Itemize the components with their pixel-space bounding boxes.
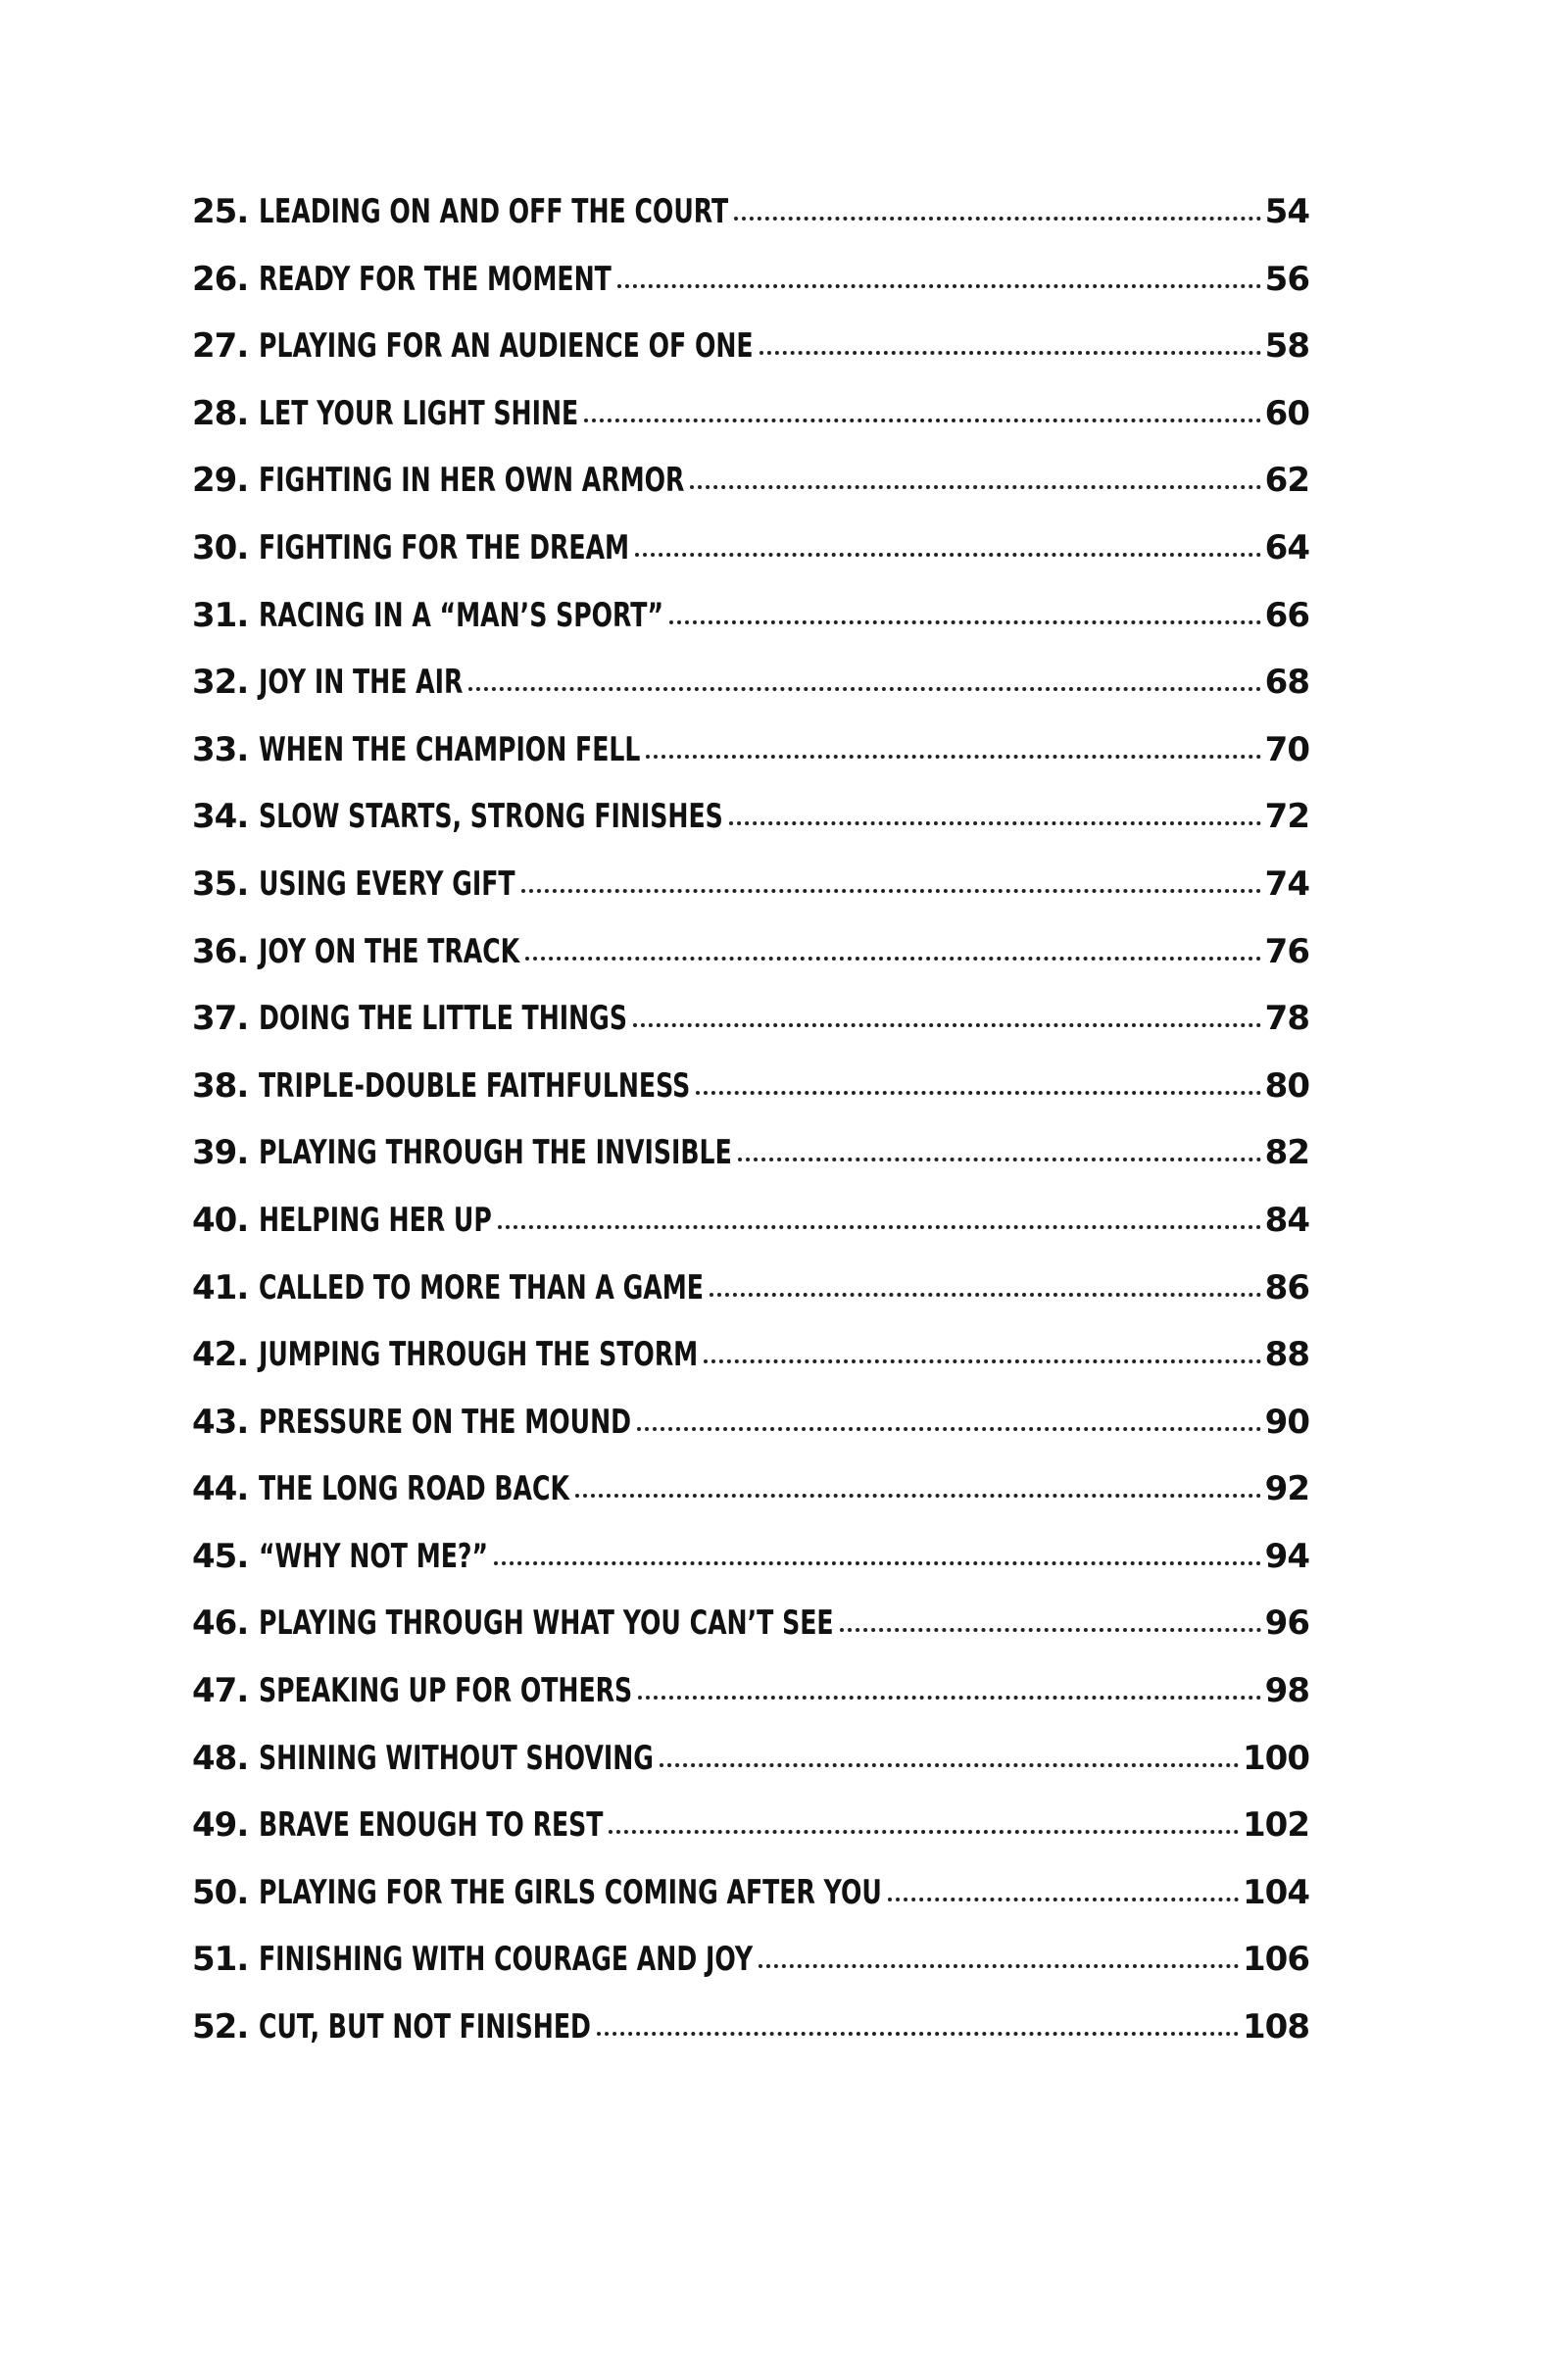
chapter-title: PLAYING FOR AN AUDIENCE OF ONE <box>259 326 754 367</box>
chapter-title: USING EVERY GIFT <box>259 863 515 904</box>
chapter-title-wrap <box>259 1873 882 1912</box>
chapter-title-wrap <box>259 730 640 769</box>
chapter-title: READY FOR THE MOMENT <box>259 259 612 299</box>
page-number: 64 <box>1264 527 1309 567</box>
page-number: 76 <box>1264 931 1309 971</box>
toc-entry[interactable] <box>192 596 1309 664</box>
chapter-title: LEADING ON AND OFF THE COURT <box>259 192 729 231</box>
chapter-title: PLAYING FOR THE GIRLS COMING AFTER YOU <box>259 1872 882 1912</box>
chapter-title: WHEN THE CHAMPION FELL <box>259 729 641 769</box>
page-number: 98 <box>1264 1671 1309 1711</box>
toc-entry[interactable] <box>192 394 1309 462</box>
chapter-title-wrap <box>259 2007 591 2047</box>
chapter-title: SLOW STARTS, STRONG FINISHES <box>259 797 723 837</box>
toc-entry[interactable] <box>192 1671 1309 1739</box>
dot-leader <box>738 1158 1261 1161</box>
chapter-title-wrap <box>259 394 578 433</box>
page-number: 88 <box>1264 1335 1309 1375</box>
toc-entry[interactable] <box>192 1805 1309 1873</box>
dot-leader <box>729 821 1261 825</box>
chapter-number: 35. <box>192 863 249 904</box>
dot-leader <box>660 1763 1239 1767</box>
chapter-title: SPEAKING UP FOR OTHERS <box>259 1671 633 1711</box>
dot-leader <box>494 1561 1261 1565</box>
page-number: 54 <box>1264 192 1309 231</box>
toc-entry[interactable] <box>192 1739 1309 1806</box>
chapter-number: 28. <box>192 393 249 433</box>
toc-entry[interactable] <box>192 2007 1309 2075</box>
toc-entry[interactable] <box>192 1268 1309 1336</box>
page-number: 94 <box>1264 1536 1309 1576</box>
chapter-title-wrap <box>259 1335 698 1374</box>
chapter-number: 50. <box>192 1872 249 1912</box>
chapter-title: CUT, BUT NOT FINISHED <box>259 2007 591 2047</box>
dot-leader <box>521 889 1261 893</box>
page-number: 78 <box>1264 999 1309 1039</box>
dot-leader <box>525 957 1261 961</box>
page-number: 56 <box>1264 259 1309 299</box>
toc-entry[interactable] <box>192 1201 1309 1268</box>
chapter-number: 26. <box>192 259 249 299</box>
page-number: 62 <box>1264 461 1309 501</box>
dot-leader <box>840 1628 1261 1632</box>
dot-leader <box>704 1359 1260 1363</box>
dot-leader <box>638 1696 1261 1700</box>
chapter-title-wrap <box>259 1133 732 1172</box>
dot-leader <box>633 1023 1261 1027</box>
chapter-number: 43. <box>192 1402 249 1442</box>
toc-entry[interactable] <box>192 932 1309 1000</box>
toc-entry[interactable] <box>192 1403 1309 1470</box>
chapter-title-wrap <box>259 1940 753 1979</box>
chapter-title: THE LONG ROAD BACK <box>259 1469 569 1509</box>
chapter-number: 34. <box>192 797 249 837</box>
toc-entry[interactable] <box>192 1537 1309 1604</box>
chapter-title: SHINING WITHOUT SHOVING <box>259 1738 654 1778</box>
chapter-number: 32. <box>192 663 249 703</box>
chapter-number: 48. <box>192 1738 249 1778</box>
toc-entry[interactable] <box>192 260 1309 327</box>
dot-leader <box>584 419 1260 422</box>
toc-entry[interactable] <box>192 1335 1309 1403</box>
chapter-title-wrap <box>259 999 627 1038</box>
dot-leader <box>646 755 1260 759</box>
dot-leader <box>468 687 1260 691</box>
chapter-title-wrap <box>259 663 463 702</box>
toc-entry[interactable] <box>192 663 1309 730</box>
chapter-title-wrap <box>259 1201 492 1240</box>
chapter-title: HELPING HER UP <box>259 1200 492 1240</box>
page-number: 104 <box>1243 1872 1309 1912</box>
chapter-number: 27. <box>192 326 249 367</box>
chapter-title-wrap <box>259 1066 690 1106</box>
chapter-title: JOY IN THE AIR <box>259 663 464 703</box>
dot-leader <box>696 1091 1260 1095</box>
chapter-number: 25. <box>192 192 249 231</box>
chapter-title-wrap <box>259 461 684 500</box>
chapter-number: 51. <box>192 1940 249 1980</box>
chapter-number: 40. <box>192 1200 249 1240</box>
dot-leader <box>669 620 1261 624</box>
dot-leader <box>760 351 1261 355</box>
page-number: 74 <box>1264 863 1309 904</box>
dot-leader <box>635 553 1261 557</box>
table-of-contents <box>192 192 1309 2075</box>
chapter-title: DOING THE LITTLE THINGS <box>259 999 627 1039</box>
chapter-title: FINISHING WITH COURAGE AND JOY <box>259 1940 754 1980</box>
chapter-title: FIGHTING IN HER OWN ARMOR <box>259 461 685 501</box>
page-number: 86 <box>1264 1267 1309 1307</box>
chapter-title-wrap <box>259 1603 834 1643</box>
chapter-title-wrap <box>259 1537 488 1576</box>
chapter-title-wrap <box>259 932 519 971</box>
chapter-number: 47. <box>192 1671 249 1711</box>
chapter-number: 45. <box>192 1536 249 1576</box>
chapter-title-wrap <box>259 596 663 635</box>
page-number: 72 <box>1264 797 1309 837</box>
toc-entry[interactable] <box>192 326 1309 394</box>
dot-leader <box>888 1898 1239 1901</box>
chapter-title-wrap <box>259 797 723 836</box>
chapter-title: BRAVE ENOUGH TO REST <box>259 1805 604 1846</box>
page-number: 90 <box>1264 1402 1309 1442</box>
dot-leader <box>759 1964 1239 1968</box>
chapter-title-wrap <box>259 1739 654 1778</box>
chapter-number: 44. <box>192 1469 249 1509</box>
chapter-title-wrap <box>259 1805 603 1845</box>
chapter-title-wrap <box>259 326 754 366</box>
chapter-number: 52. <box>192 2007 249 2047</box>
chapter-title: JOY ON THE TRACK <box>259 931 520 971</box>
chapter-number: 29. <box>192 461 249 501</box>
dot-leader <box>710 1293 1261 1297</box>
toc-entry[interactable] <box>192 1940 1309 2007</box>
chapter-title: JUMPING THROUGH THE STORM <box>259 1335 699 1375</box>
chapter-title: LET YOUR LIGHT SHINE <box>259 393 579 433</box>
page-number: 102 <box>1243 1805 1309 1846</box>
toc-entry[interactable] <box>192 1873 1309 1941</box>
dot-leader <box>637 1427 1261 1431</box>
toc-entry[interactable] <box>192 797 1309 864</box>
dot-leader <box>734 217 1261 221</box>
chapter-number: 42. <box>192 1335 249 1375</box>
page-number: 58 <box>1264 326 1309 367</box>
page-number: 60 <box>1264 393 1309 433</box>
chapter-title: PLAYING THROUGH WHAT YOU CAN’T SEE <box>259 1603 834 1644</box>
toc-entry[interactable] <box>192 1469 1309 1537</box>
page-number: 92 <box>1264 1469 1309 1509</box>
chapter-title-wrap <box>259 1403 631 1442</box>
chapter-title-wrap <box>259 1268 704 1307</box>
page-number: 106 <box>1243 1940 1309 1980</box>
toc-entry[interactable] <box>192 864 1309 932</box>
chapter-number: 30. <box>192 527 249 567</box>
toc-entry[interactable] <box>192 461 1309 528</box>
chapter-title-wrap <box>259 192 728 231</box>
chapter-title: CALLED TO MORE THAN A GAME <box>259 1267 704 1307</box>
toc-entry[interactable] <box>192 528 1309 596</box>
page-number: 108 <box>1243 2007 1309 2047</box>
chapter-title-wrap <box>259 864 515 904</box>
page-number: 100 <box>1243 1738 1309 1778</box>
dot-leader <box>597 2032 1239 2036</box>
chapter-title-wrap <box>259 260 612 299</box>
chapter-title: PRESSURE ON THE MOUND <box>259 1402 632 1442</box>
chapter-number: 37. <box>192 999 249 1039</box>
chapter-number: 41. <box>192 1267 249 1307</box>
toc-entry[interactable] <box>192 192 1309 260</box>
toc-entry[interactable] <box>192 1133 1309 1201</box>
chapter-title: RACING IN A “MAN’S SPORT” <box>259 595 663 635</box>
dot-leader <box>498 1225 1261 1229</box>
dot-leader <box>690 485 1260 489</box>
dot-leader <box>575 1494 1261 1498</box>
chapter-number: 31. <box>192 595 249 635</box>
chapter-title: TRIPLE-DOUBLE FAITHFULNESS <box>259 1065 691 1106</box>
page-number: 80 <box>1264 1065 1309 1106</box>
page-number: 84 <box>1264 1200 1309 1240</box>
page-number: 96 <box>1264 1603 1309 1644</box>
toc-entry[interactable] <box>192 999 1309 1066</box>
page-number: 66 <box>1264 595 1309 635</box>
chapter-number: 46. <box>192 1603 249 1644</box>
chapter-number: 38. <box>192 1065 249 1106</box>
chapter-number: 36. <box>192 931 249 971</box>
page-number: 82 <box>1264 1133 1309 1173</box>
toc-entry[interactable] <box>192 730 1309 798</box>
dot-leader <box>609 1830 1239 1834</box>
dot-leader <box>617 284 1261 288</box>
chapter-title-wrap <box>259 528 629 567</box>
chapter-title: “WHY NOT ME?” <box>259 1536 489 1576</box>
page-number: 70 <box>1264 729 1309 769</box>
chapter-title-wrap <box>259 1671 632 1710</box>
toc-entry[interactable] <box>192 1066 1309 1134</box>
page-number: 68 <box>1264 663 1309 703</box>
chapter-number: 33. <box>192 729 249 769</box>
chapter-number: 49. <box>192 1805 249 1846</box>
toc-entry[interactable] <box>192 1603 1309 1671</box>
chapter-title: FIGHTING FOR THE DREAM <box>259 527 630 567</box>
chapter-title: PLAYING THROUGH THE INVISIBLE <box>259 1133 732 1173</box>
chapter-number: 39. <box>192 1133 249 1173</box>
chapter-title-wrap <box>259 1469 569 1508</box>
